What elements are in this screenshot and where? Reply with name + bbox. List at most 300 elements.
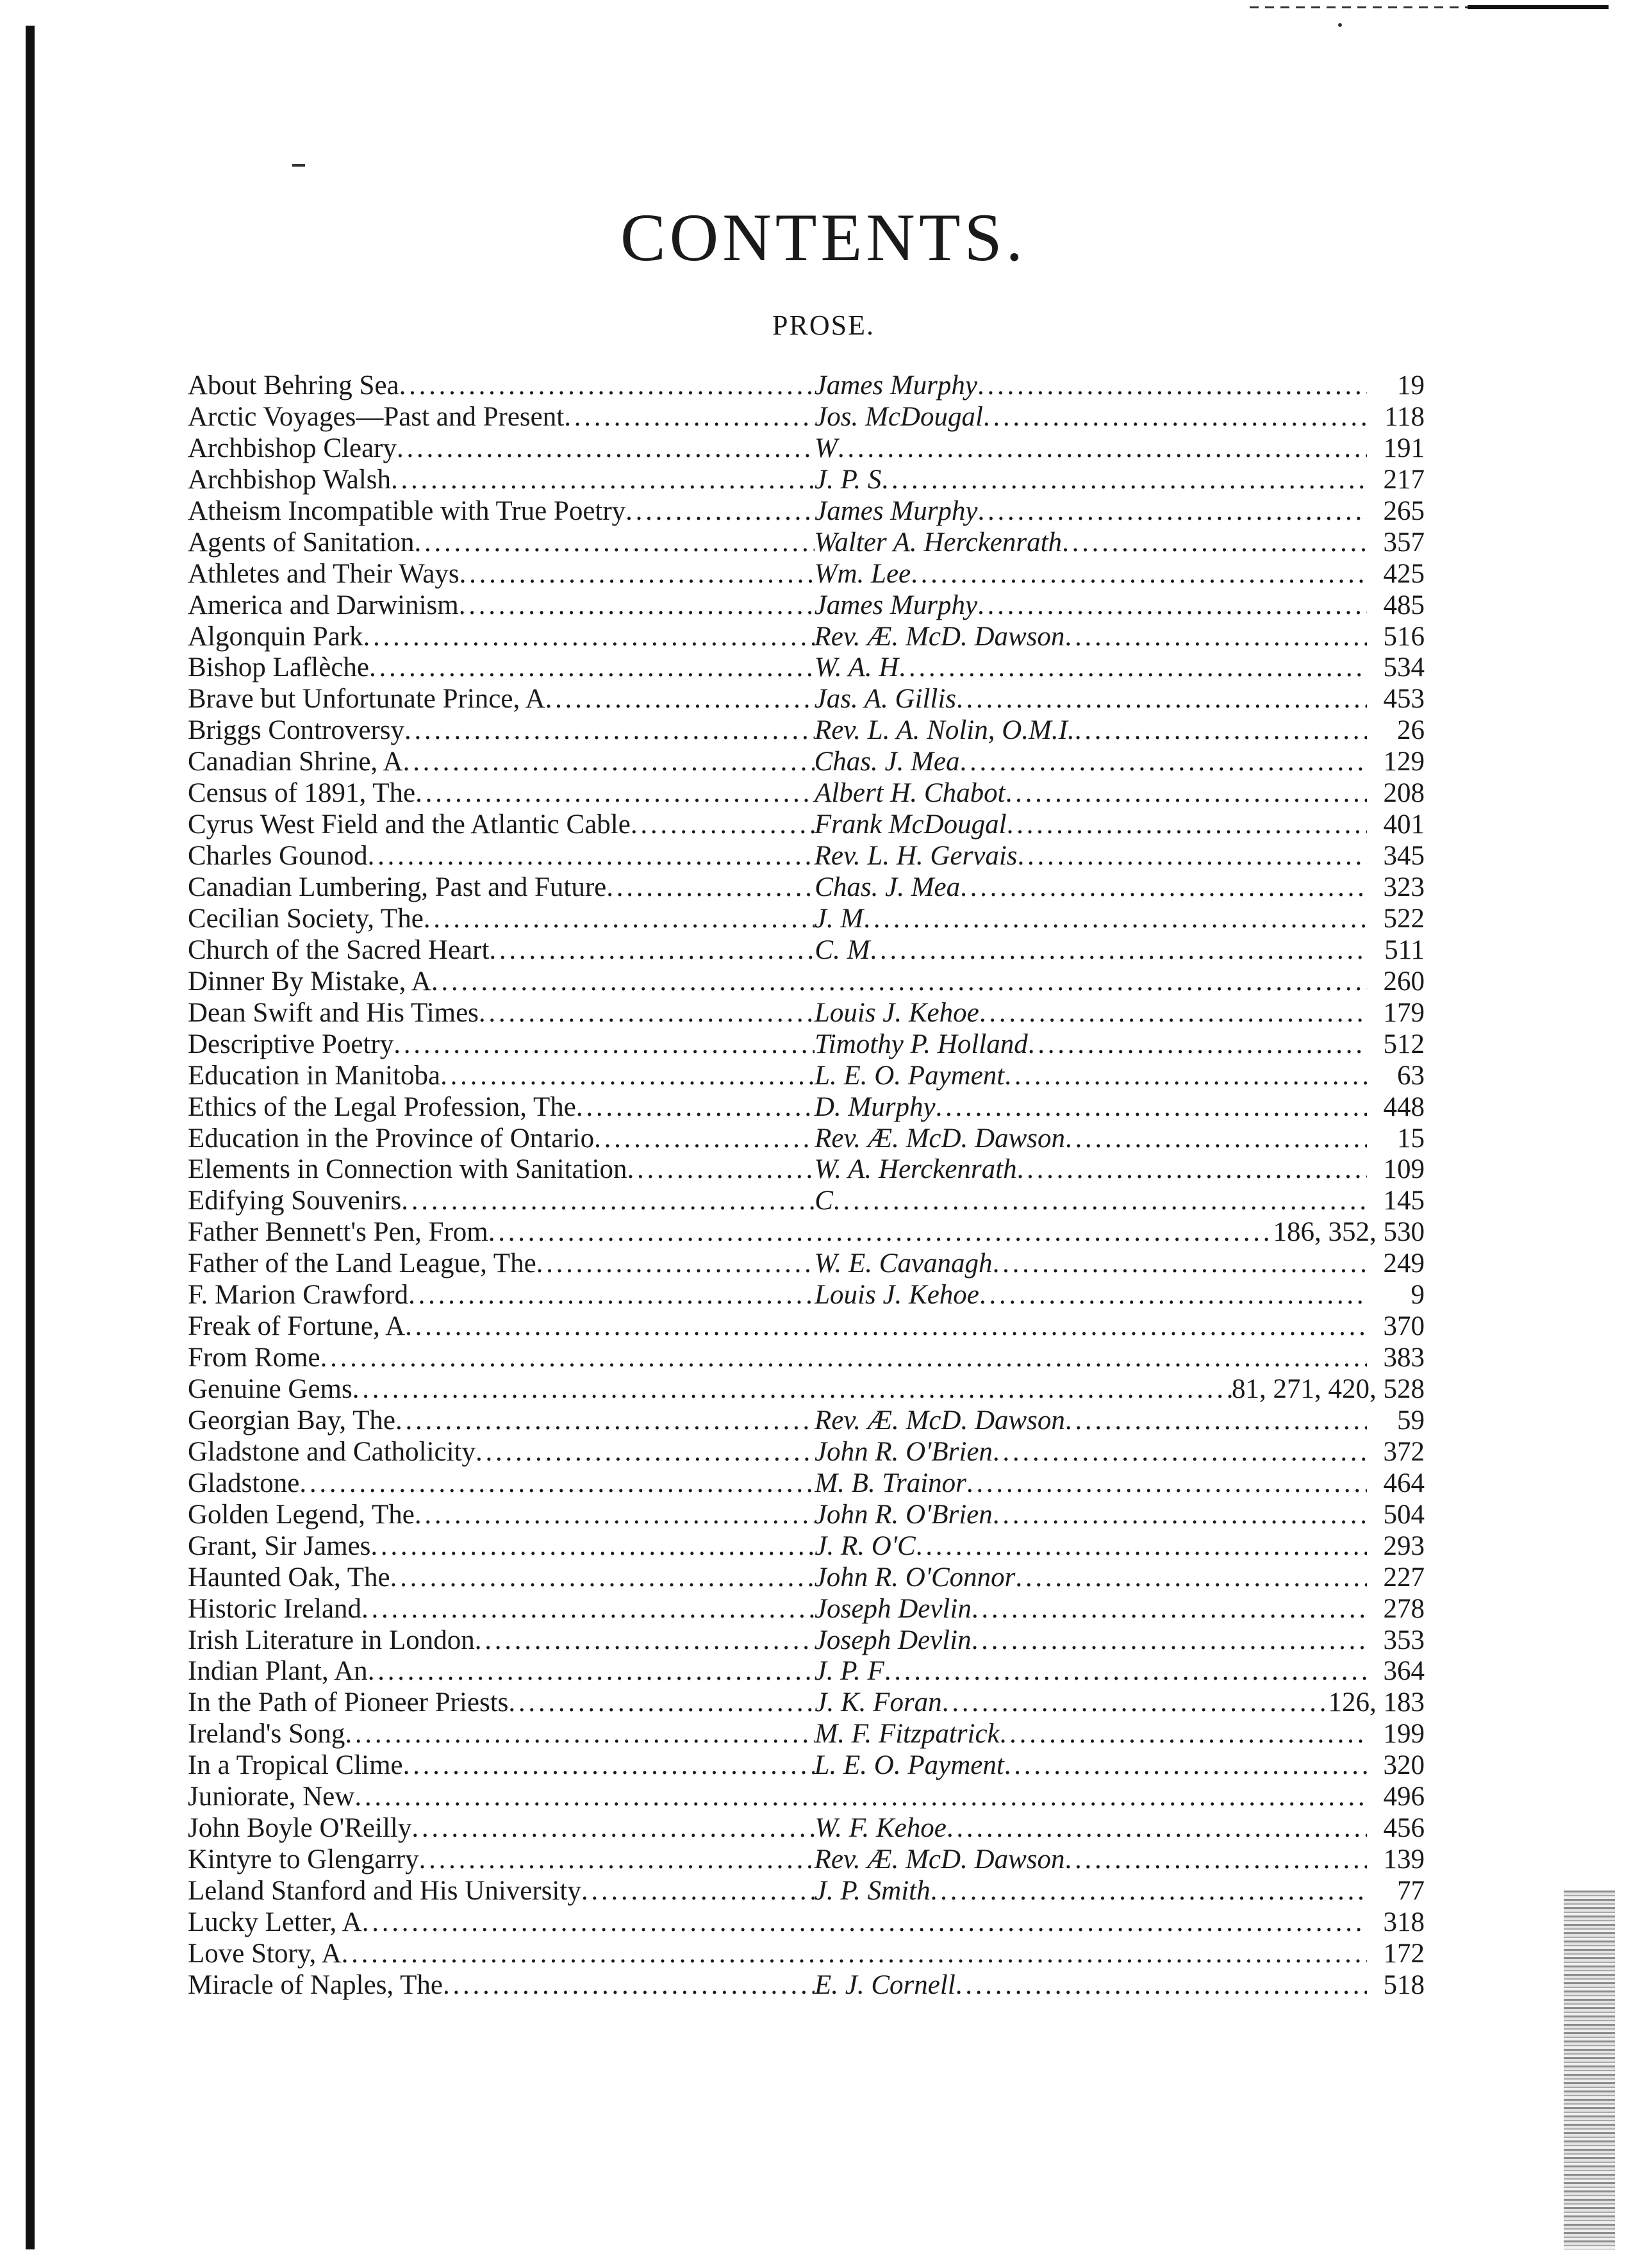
entry-page: 323	[1383, 872, 1425, 902]
entry-page: 199	[1383, 1719, 1425, 1750]
dot-leader	[993, 1437, 1367, 1468]
dot-leader	[368, 841, 815, 872]
entry-page: 511	[1384, 934, 1425, 965]
dot-leader	[1006, 778, 1367, 809]
entry-page: 353	[1383, 1625, 1425, 1655]
dot-leader	[419, 1844, 815, 1876]
entry-page: 448	[1383, 1091, 1425, 1122]
entry-page: 81, 271, 420, 528	[1232, 1374, 1425, 1404]
entry-title: Brave but Unfortunate Prince, A	[188, 684, 545, 715]
dot-leader	[972, 1594, 1367, 1625]
dot-leader	[459, 590, 815, 622]
entry-title: Census of 1891, The	[188, 778, 416, 809]
dot-leader	[960, 747, 1368, 778]
dot-leader	[870, 935, 1367, 966]
entry-title: From Rome	[188, 1343, 320, 1373]
toc-entry	[188, 1311, 1425, 1343]
toc-entry	[188, 1876, 1425, 1907]
entry-page: 278	[1383, 1593, 1425, 1624]
entry-title: Father of the Land League, The	[188, 1248, 536, 1279]
entry-page: 191	[1383, 433, 1425, 463]
toc-entry	[188, 1813, 1425, 1844]
entry-title: Georgian Bay, The	[188, 1405, 396, 1436]
entry-title: Dinner By Mistake, A	[188, 966, 431, 997]
entry-title: In the Path of Pioneer Priests	[188, 1687, 509, 1718]
entry-page: 364	[1383, 1656, 1425, 1687]
dot-leader	[395, 1405, 815, 1437]
entry-page: 59	[1397, 1405, 1425, 1436]
toc-entry	[188, 1280, 1425, 1311]
entry-author: Joseph Devlin	[815, 1593, 972, 1624]
dot-leader	[956, 1970, 1367, 2001]
entry-author: Chas. J. Mea	[815, 872, 961, 902]
entry-author: E. J. Cornell	[815, 1969, 956, 2000]
entry-page: 453	[1383, 684, 1425, 715]
toc-entry	[188, 1374, 1425, 1405]
dot-leader	[1028, 1029, 1367, 1061]
entry-page: 370	[1383, 1311, 1425, 1342]
toc-entry	[188, 527, 1425, 559]
dot-leader	[536, 1248, 815, 1280]
entry-title: Gladstone	[188, 1468, 300, 1498]
entry-title: Elements in Connection with Sanitation	[188, 1154, 627, 1185]
toc-entry	[188, 465, 1425, 496]
dot-leader	[508, 1687, 815, 1719]
dot-leader	[898, 652, 1367, 684]
entry-page: 77	[1397, 1876, 1425, 1906]
dot-leader	[545, 684, 815, 715]
entry-author: W. A. H	[815, 652, 899, 683]
entry-page: 534	[1383, 652, 1425, 683]
entry-page: 496	[1383, 1782, 1425, 1812]
dot-leader	[1065, 1405, 1367, 1437]
entry-title: Education in the Province of Ontario	[188, 1123, 595, 1154]
dot-leader	[972, 1625, 1367, 1657]
dot-leader	[936, 1092, 1367, 1123]
toc-entry	[188, 1248, 1425, 1280]
entry-title: Historic Ireland	[188, 1593, 362, 1624]
toc-entry	[188, 1029, 1425, 1061]
dot-leader	[476, 1437, 815, 1468]
dot-leader	[411, 1813, 815, 1844]
toc-entry	[188, 1625, 1425, 1657]
toc-entry	[188, 1468, 1425, 1500]
entry-author: John R. O'Brien	[814, 1499, 993, 1530]
dot-leader	[391, 465, 815, 496]
top-border-bar	[1468, 5, 1609, 9]
entry-author: Rev. L. H. Gervais	[814, 841, 1018, 872]
dot-leader	[475, 1625, 815, 1657]
dot-leader	[627, 1154, 815, 1186]
dot-leader	[489, 935, 815, 966]
dot-leader	[631, 809, 815, 841]
dot-leader	[443, 1970, 815, 2001]
dot-leader	[978, 496, 1367, 527]
dot-leader	[354, 1782, 1367, 1813]
dot-leader	[956, 684, 1367, 715]
toc-entry	[188, 904, 1425, 935]
toc-entry	[188, 778, 1425, 809]
entry-title: Charles Gounod	[188, 841, 368, 872]
entry-author: W. F. Kehoe	[815, 1813, 947, 1844]
entry-author: J. R. O'C	[815, 1530, 916, 1561]
entry-author: Chas. J. Mea	[814, 747, 960, 777]
entry-author: Walter A. Herckenrath	[814, 527, 1063, 558]
entry-author: Louis J. Kehoe	[815, 1280, 979, 1311]
entry-page: 249	[1383, 1248, 1425, 1279]
entry-author: W. A. Herckenrath	[814, 1154, 1017, 1185]
entry-page: 260	[1383, 966, 1425, 997]
dot-leader	[393, 1029, 815, 1061]
dot-leader	[370, 1531, 815, 1562]
entry-page: 345	[1383, 841, 1425, 872]
dot-leader	[405, 1311, 1367, 1343]
entry-page: 456	[1383, 1813, 1425, 1844]
entry-title: Athletes and Their Ways	[188, 558, 459, 589]
entry-page: 118	[1384, 401, 1425, 432]
toc-entry	[188, 1405, 1425, 1437]
entry-page: 320	[1383, 1750, 1425, 1781]
toc-entry	[188, 809, 1425, 841]
dot-leader	[1004, 1750, 1367, 1782]
toc-entry	[188, 1750, 1425, 1782]
toc-entry	[188, 1154, 1425, 1186]
entry-title: Descriptive Poetry	[188, 1029, 394, 1059]
entry-title: Grant, Sir James	[188, 1530, 371, 1561]
print-dot	[1338, 23, 1342, 27]
toc-entry	[188, 433, 1425, 465]
dot-leader	[401, 1186, 815, 1217]
entry-page: 109	[1383, 1154, 1425, 1185]
dot-leader	[977, 370, 1367, 402]
entry-author: Wm. Lee	[814, 558, 911, 589]
print-mark	[292, 164, 305, 167]
dot-leader	[415, 527, 815, 559]
toc-entry	[188, 841, 1425, 872]
entry-page: 63	[1397, 1060, 1425, 1091]
entry-page: 227	[1383, 1562, 1425, 1593]
entry-title: About Behring Sea	[188, 370, 399, 401]
entry-author: D. Murphy	[814, 1091, 936, 1122]
entry-author: J. P. S	[815, 464, 882, 495]
binding-edge	[26, 26, 35, 2249]
entry-author: James Murphy	[815, 495, 978, 526]
dot-leader	[1064, 622, 1367, 653]
entry-author: Rev. Æ. McD. Dawson	[814, 621, 1065, 652]
entry-author: James Murphy	[814, 590, 978, 620]
toc-entry	[188, 1500, 1425, 1531]
entry-title: Cyrus West Field and the Atlantic Cable	[188, 809, 631, 840]
entry-title: Archbishop Cleary	[188, 433, 397, 463]
entry-title: Briggs Controversy	[188, 715, 405, 746]
toc-entry	[188, 1687, 1425, 1719]
toc-entry	[188, 402, 1425, 433]
entry-author: Rev. L. A. Nolin, O.M.I.	[815, 715, 1075, 746]
contents-list	[188, 370, 1425, 2001]
toc-entry	[188, 1656, 1425, 1687]
dot-leader	[863, 904, 1367, 935]
entry-page: 126, 183	[1328, 1687, 1425, 1718]
dot-leader	[368, 1656, 815, 1687]
entry-title: Ireland's Song	[188, 1719, 345, 1750]
entry-author: J. P. Smith	[814, 1876, 931, 1906]
entry-page: 26	[1397, 715, 1425, 746]
entry-author: J. M	[814, 903, 864, 934]
entry-author: L. E. O. Payment	[815, 1060, 1005, 1091]
entry-title: Juniorate, New	[188, 1782, 355, 1812]
entry-page: 516	[1383, 621, 1425, 652]
entry-page: 179	[1383, 997, 1425, 1028]
entry-author: Frank McDougal	[814, 809, 1007, 840]
toc-entry	[188, 1217, 1425, 1248]
toc-entry	[188, 590, 1425, 622]
entry-title: Church of the Sacred Heart	[188, 934, 490, 965]
entry-title: Atheism Incompatible with True Poetry	[188, 495, 626, 526]
dot-leader	[581, 1876, 815, 1907]
dot-leader	[363, 622, 815, 653]
dot-leader	[564, 402, 815, 433]
entry-title: Canadian Shrine, A	[188, 747, 403, 777]
dot-leader	[431, 966, 1367, 998]
entry-author: J. P. F	[814, 1656, 884, 1687]
entry-title: Haunted Oak, The	[188, 1562, 390, 1593]
entry-page: 372	[1383, 1436, 1425, 1467]
dot-leader	[977, 590, 1367, 622]
entry-title: Algonquin Park	[188, 621, 363, 652]
entry-page: 383	[1383, 1343, 1425, 1373]
entry-title: Ethics of the Legal Profession, The	[188, 1091, 576, 1122]
dot-leader	[1075, 715, 1367, 747]
dot-leader	[833, 1186, 1367, 1217]
entry-page: 145	[1383, 1186, 1425, 1216]
entry-author: Rev. Æ. McD. Dawson	[814, 1844, 1065, 1875]
entry-page: 293	[1383, 1530, 1425, 1561]
toc-entry	[188, 1186, 1425, 1217]
entry-title: Archbishop Walsh	[188, 464, 392, 495]
dot-leader	[993, 1248, 1367, 1280]
toc-entry	[188, 1939, 1425, 1970]
entry-title: Canadian Lumbering, Past and Future	[188, 872, 607, 902]
entry-author: Rev. Æ. McD. Dawson	[815, 1123, 1065, 1154]
dot-leader	[1065, 1844, 1367, 1876]
dot-leader	[404, 715, 815, 747]
entry-page: 139	[1383, 1844, 1425, 1875]
dot-leader	[488, 1217, 1273, 1248]
entry-title: Love Story, A	[188, 1938, 342, 1969]
entry-author: L. E. O. Payment	[814, 1750, 1004, 1781]
entry-author: C. M	[815, 934, 870, 965]
toc-entry	[188, 1594, 1425, 1625]
dot-leader	[408, 1280, 815, 1311]
entry-author: John R. O'Connor	[814, 1562, 1016, 1593]
entry-author: W. E. Cavanagh	[814, 1248, 993, 1279]
dot-leader	[1004, 1061, 1367, 1092]
toc-entry	[188, 998, 1425, 1029]
dot-leader	[424, 904, 815, 935]
toc-entry	[188, 1437, 1425, 1468]
toc-entry	[188, 1343, 1425, 1374]
toc-entry	[188, 1844, 1425, 1876]
dot-leader	[352, 1374, 1232, 1405]
dot-leader	[440, 1061, 815, 1092]
entry-page: 401	[1383, 809, 1425, 840]
dot-leader	[299, 1468, 815, 1500]
dot-leader	[403, 747, 815, 778]
toc-entry	[188, 872, 1425, 904]
dot-leader	[1065, 1123, 1367, 1155]
page-edge-shadow	[1564, 1891, 1615, 2249]
entry-page: 15	[1397, 1123, 1425, 1154]
entry-page: 172	[1383, 1938, 1425, 1969]
entry-author: Joseph Devlin	[814, 1625, 972, 1655]
entry-page: 129	[1383, 747, 1425, 777]
entry-author: Albert H. Chabot	[815, 778, 1006, 809]
page-title: CONTENTS.	[620, 200, 1027, 275]
toc-entry	[188, 496, 1425, 527]
entry-author: M. B. Trainor	[815, 1468, 966, 1498]
dot-leader	[369, 652, 815, 684]
entry-title: Arctic Voyages—Past and Present	[188, 401, 565, 432]
entry-title: Genuine Gems	[188, 1374, 352, 1404]
toc-entry	[188, 684, 1425, 715]
toc-entry	[188, 1782, 1425, 1813]
toc-entry	[188, 1061, 1425, 1092]
entry-title: Freak of Fortune, A	[188, 1311, 406, 1342]
dot-leader	[361, 1594, 815, 1625]
dot-leader	[606, 872, 815, 904]
dot-leader	[415, 1500, 815, 1531]
entry-page: 522	[1383, 903, 1425, 934]
toc-entry	[188, 1562, 1425, 1594]
entry-title: Leland Stanford and His University	[188, 1876, 581, 1906]
dot-leader	[479, 998, 815, 1029]
dot-leader	[399, 370, 815, 402]
toc-entry	[188, 966, 1425, 998]
entry-title: Indian Plant, An	[188, 1656, 368, 1687]
entry-author: Jos. McDougal	[815, 401, 983, 432]
entry-author: Rev. Æ. McD. Dawson	[815, 1405, 1065, 1436]
entry-title: Bishop Laflèche	[188, 652, 369, 683]
dot-leader	[576, 1092, 815, 1123]
entry-title: Golden Legend, The	[188, 1499, 415, 1530]
entry-title: Agents of Sanitation	[188, 527, 415, 558]
dot-leader	[979, 1280, 1367, 1311]
entry-title: F. Marion Crawford	[188, 1280, 409, 1311]
entry-page: 425	[1383, 558, 1425, 589]
entry-page: 512	[1383, 1029, 1425, 1059]
toc-entry	[188, 747, 1425, 778]
entry-title: John Boyle O'Reilly	[188, 1813, 412, 1844]
entry-page: 19	[1397, 370, 1425, 401]
dot-leader	[1017, 1154, 1367, 1186]
dot-leader	[1007, 809, 1367, 841]
dot-leader	[403, 1750, 815, 1782]
entry-title: America and Darwinism	[188, 590, 459, 620]
entry-author: James Murphy	[814, 370, 977, 401]
toc-entry	[188, 1123, 1425, 1155]
entry-page: 265	[1383, 495, 1425, 526]
toc-entry	[188, 370, 1425, 402]
toc-entry	[188, 1719, 1425, 1750]
dot-leader	[881, 465, 1367, 496]
dot-leader	[594, 1123, 815, 1155]
entry-title: In a Tropical Clime	[188, 1750, 403, 1781]
toc-entry	[188, 559, 1425, 590]
entry-page: 504	[1383, 1499, 1425, 1530]
dot-leader	[911, 559, 1367, 590]
toc-entry	[188, 1092, 1425, 1123]
toc-entry	[188, 1531, 1425, 1562]
entry-title: Edifying Souvenirs	[188, 1186, 402, 1216]
dot-leader	[966, 1468, 1367, 1500]
entry-page: 9	[1411, 1280, 1425, 1311]
dot-leader	[345, 1719, 815, 1750]
entry-author: M. F. Fitzpatrick	[815, 1719, 1000, 1750]
dot-leader	[993, 1500, 1367, 1531]
toc-entry	[188, 1907, 1425, 1939]
toc-entry	[188, 715, 1425, 747]
entry-title: Dean Swift and His Times	[188, 997, 479, 1028]
entry-author: John R. O'Brien	[815, 1436, 993, 1467]
entry-author: Jas. A. Gillis	[814, 684, 957, 715]
entry-author: W	[815, 433, 838, 463]
entry-author: Louis J. Kehoe	[814, 997, 979, 1028]
toc-entry	[188, 622, 1425, 653]
entry-page: 208	[1383, 778, 1425, 809]
entry-author: Timothy P. Holland	[815, 1029, 1028, 1059]
dot-leader	[1000, 1719, 1367, 1750]
dot-leader	[916, 1531, 1367, 1562]
dot-leader	[960, 872, 1367, 904]
entry-page: 357	[1383, 527, 1425, 558]
dot-leader	[1018, 841, 1367, 872]
dot-leader	[625, 496, 815, 527]
dot-leader	[1062, 527, 1367, 559]
entry-title: Irish Literature in London	[188, 1625, 475, 1655]
entry-page: 186, 352, 530	[1273, 1217, 1425, 1248]
dot-leader	[1015, 1562, 1367, 1594]
dot-leader	[390, 1562, 815, 1594]
entry-page: 518	[1383, 1969, 1425, 2000]
dot-leader	[342, 1939, 1367, 1970]
entry-title: Cecilian Society, The	[188, 903, 424, 934]
entry-title: Kintyre to Glengarry	[188, 1844, 419, 1875]
section-heading: PROSE.	[772, 310, 875, 341]
entry-page: 318	[1383, 1907, 1425, 1937]
entry-author: J. K. Foran	[815, 1687, 942, 1718]
entry-title: Education in Manitoba	[188, 1060, 441, 1091]
dot-leader	[415, 778, 815, 809]
dot-leader	[459, 559, 815, 590]
entry-title: Miracle of Naples, The	[188, 1969, 443, 2000]
toc-entry	[188, 1970, 1425, 2001]
entry-page: 485	[1383, 590, 1425, 620]
dot-leader	[884, 1656, 1367, 1687]
dot-leader	[931, 1876, 1367, 1907]
toc-entry	[188, 652, 1425, 684]
dot-leader	[320, 1343, 1367, 1374]
dot-leader	[947, 1813, 1367, 1844]
entry-author: C	[815, 1186, 833, 1216]
dot-leader	[838, 433, 1367, 465]
dot-leader	[397, 433, 815, 465]
entry-title: Father Bennett's Pen, From	[188, 1217, 488, 1248]
entry-title: Gladstone and Catholicity	[188, 1436, 476, 1467]
entry-page: 464	[1383, 1468, 1425, 1498]
dot-leader	[979, 998, 1367, 1029]
toc-entry	[188, 935, 1425, 966]
dot-leader	[942, 1687, 1328, 1719]
